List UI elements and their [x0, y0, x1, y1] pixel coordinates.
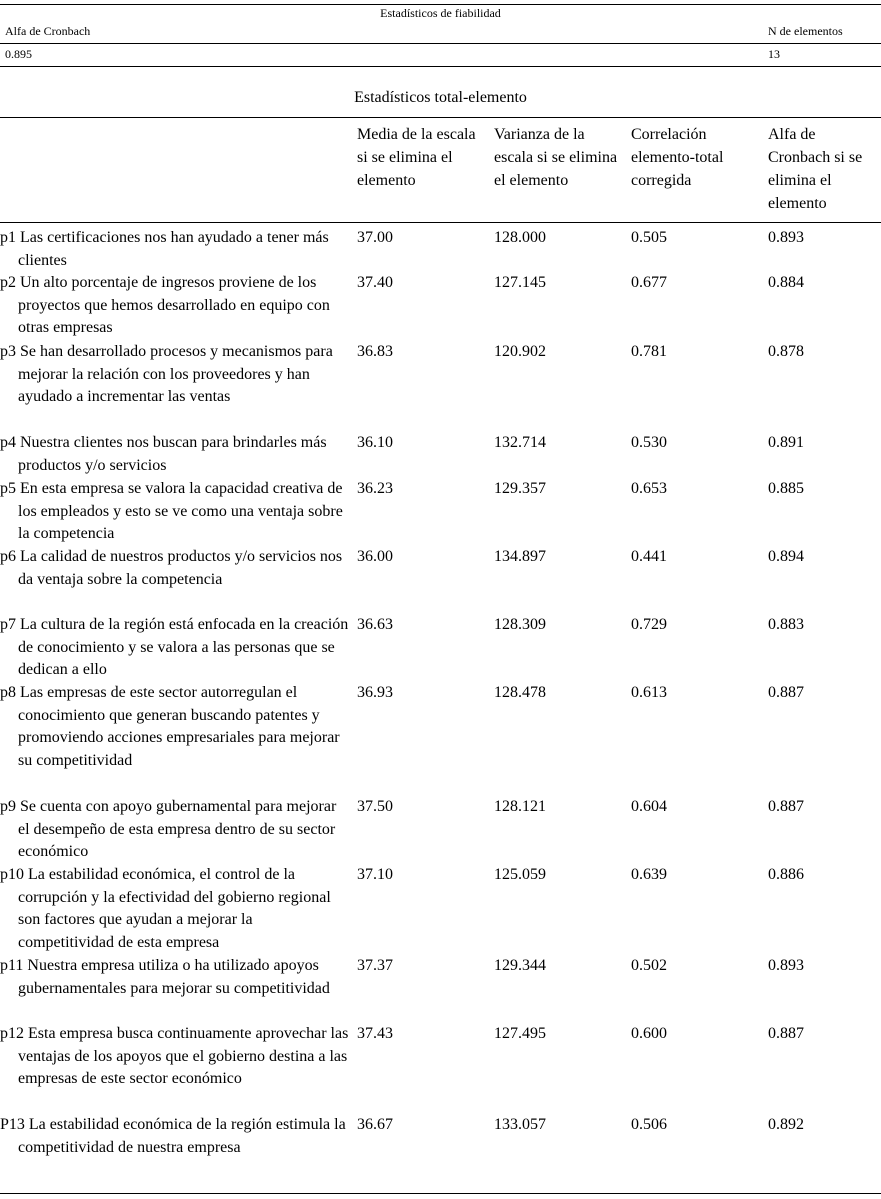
item-text: p5 En esta empresa se valora la capacidad creativa de los empleados y esto se ve como una ventaja sobre la competencia	[0, 480, 343, 543]
mean-cell: 37.00	[357, 229, 393, 246]
table-row	[0, 546, 881, 614]
table-row	[0, 341, 881, 432]
mean-cell: 36.10	[357, 434, 393, 451]
correlation-cell: 0.441	[631, 548, 667, 565]
alpha-cell: 0.887	[768, 798, 804, 815]
table-row	[0, 1023, 881, 1114]
item-text: p12 Esta empresa busca continuamente aprovechar las ventajas de los apoyos que el gobierno destina a las empresas de este sector económico	[0, 1025, 349, 1088]
item-table-bottom-rule	[0, 1193, 881, 1194]
mean-cell: 36.00	[357, 548, 393, 565]
mean-cell: 36.23	[357, 480, 393, 497]
mean-cell: 36.63	[357, 616, 393, 633]
variance-cell: 128.121	[494, 798, 546, 815]
mean-cell: 36.93	[357, 684, 393, 701]
header-correlation: Correlación elemento-total corregida	[631, 126, 724, 189]
table-row	[0, 432, 881, 478]
reliability-title: Estadísticos de fiabilidad	[380, 6, 501, 20]
alpha-header: Alfa de Cronbach	[5, 24, 91, 38]
table-row	[0, 227, 881, 272]
correlation-cell: 0.506	[631, 1116, 667, 1133]
correlation-cell: 0.604	[631, 798, 667, 815]
variance-cell: 128.000	[494, 229, 546, 246]
alpha-cell: 0.894	[768, 548, 804, 565]
correlation-cell: 0.613	[631, 684, 667, 701]
item-text: P13 La estabilidad económica de la región estimula la competitividad de nuestra empresa	[0, 1116, 346, 1156]
table-row	[0, 864, 881, 955]
variance-cell: 125.059	[494, 866, 546, 883]
variance-cell: 133.057	[494, 1116, 546, 1133]
n-elements-value: 13	[768, 47, 780, 61]
variance-cell: 134.897	[494, 548, 546, 565]
alpha-cell: 0.892	[768, 1116, 804, 1133]
variance-cell: 129.344	[494, 957, 546, 974]
item-text: p6 La calidad de nuestros productos y/o servicios nos da ventaja sobre la competencia	[0, 548, 343, 588]
item-text: p11 Nuestra empresa utiliza o ha utilizado apoyos gubernamentales para mejorar su competitividad	[0, 957, 330, 997]
variance-cell: 132.714	[494, 434, 546, 451]
variance-cell: 128.309	[494, 616, 546, 633]
variance-cell: 129.357	[494, 480, 546, 497]
variance-cell: 127.495	[494, 1025, 546, 1042]
mean-cell: 37.10	[357, 866, 393, 883]
correlation-cell: 0.530	[631, 434, 667, 451]
correlation-cell: 0.505	[631, 229, 667, 246]
table-row	[0, 614, 881, 682]
item-table-body	[0, 227, 881, 1184]
variance-cell: 120.902	[494, 343, 546, 360]
rel-bottom-rule	[0, 66, 881, 67]
n-elements-header: N de elementos	[768, 24, 843, 38]
mean-cell: 37.50	[357, 798, 393, 815]
item-text: p8 Las empresas de este sector autorregulan el conocimiento que generan buscando patentes y promoviendo acciones empresariales para mejorar su competitividad	[0, 684, 340, 770]
variance-cell: 127.145	[494, 274, 546, 291]
item-table-header	[0, 118, 881, 222]
item-text: p7 La cultura de la región está enfocada en la creación de conocimiento y se valora a las personas que se dedican a ello	[0, 616, 349, 679]
alpha-cell: 0.886	[768, 866, 804, 883]
rel-header-rule	[0, 43, 881, 44]
alpha-cell: 0.883	[768, 616, 804, 633]
table-row	[0, 955, 881, 1023]
variance-cell: 128.478	[494, 684, 546, 701]
item-text: p1 Las certificaciones nos han ayudado a tener más clientes	[0, 229, 329, 269]
correlation-cell: 0.677	[631, 274, 667, 291]
mean-cell: 36.67	[357, 1116, 393, 1133]
item-text: p2 Un alto porcentaje de ingresos proviene de los proyectos que hemos desarrollado en equipo con otras empresas	[0, 274, 330, 337]
table-row	[0, 478, 881, 546]
header-alpha: Alfa de Cronbach si se elimina el elemento	[768, 126, 863, 212]
correlation-cell: 0.600	[631, 1025, 667, 1042]
mean-cell: 37.37	[357, 957, 393, 974]
alpha-cell: 0.893	[768, 957, 804, 974]
header-mean: Media de la escala si se elimina el elemento	[357, 126, 476, 189]
alpha-cell: 0.893	[768, 229, 804, 246]
item-text: p4 Nuestra clientes nos buscan para brindarles más productos y/o servicios	[0, 434, 327, 474]
correlation-cell: 0.653	[631, 480, 667, 497]
alpha-value: 0.895	[5, 47, 32, 61]
item-total-caption: Estadísticos total-elemento	[354, 89, 527, 106]
alpha-cell: 0.885	[768, 480, 804, 497]
table-row	[0, 682, 881, 796]
alpha-cell: 0.891	[768, 434, 804, 451]
alpha-cell: 0.887	[768, 684, 804, 701]
rel-top-rule	[0, 4, 881, 5]
table-row	[0, 1114, 881, 1184]
correlation-cell: 0.639	[631, 866, 667, 883]
item-table-header-rule	[0, 222, 881, 223]
correlation-cell: 0.781	[631, 343, 667, 360]
alpha-cell: 0.884	[768, 274, 804, 291]
item-text: p3 Se han desarrollado procesos y mecanismos para mejorar la relación con los proveedores y han ayudado a incrementar las ventas	[0, 343, 333, 406]
header-variance: Varianza de la escala si se elimina el elemento	[494, 126, 618, 189]
alpha-cell: 0.878	[768, 343, 804, 360]
mean-cell: 37.40	[357, 274, 393, 291]
item-text: p9 Se cuenta con apoyo gubernamental para mejorar el desempeño de esta empresa dentro de su sector económico	[0, 798, 337, 861]
correlation-cell: 0.729	[631, 616, 667, 633]
mean-cell: 36.83	[357, 343, 393, 360]
item-text: p10 La estabilidad económica, el control de la corrupción y la efectividad del gobierno regional son factores que ayudan a mejorar la competitividad de esta empresa	[0, 866, 331, 952]
table-row	[0, 796, 881, 864]
correlation-cell: 0.502	[631, 957, 667, 974]
mean-cell: 37.43	[357, 1025, 393, 1042]
table-row	[0, 272, 881, 341]
alpha-cell: 0.887	[768, 1025, 804, 1042]
